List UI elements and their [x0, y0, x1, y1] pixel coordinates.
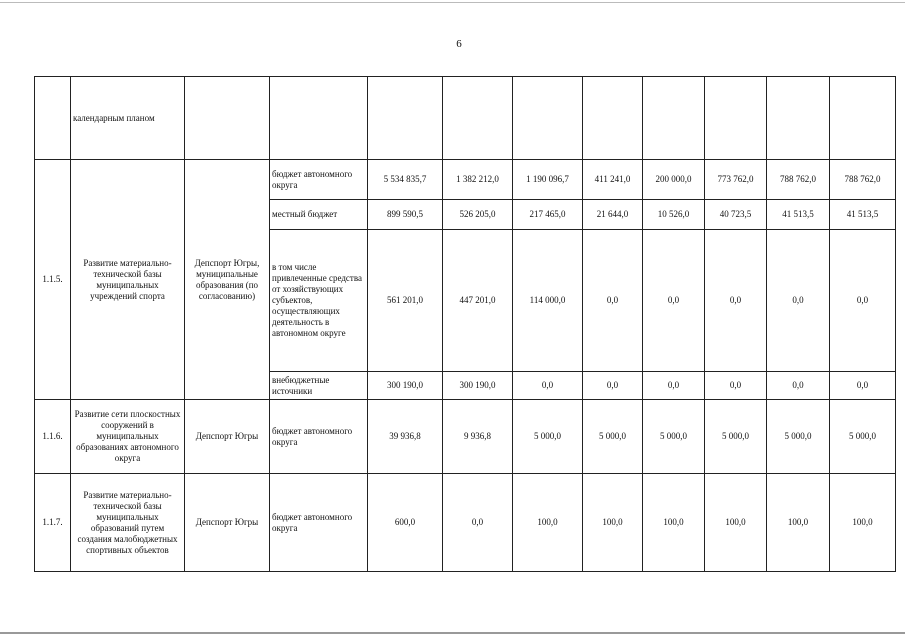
executor-cell: Депспорт Югры [185, 400, 270, 474]
table-row [35, 400, 896, 474]
value-cell: 200 000,0 [643, 160, 705, 200]
value-cell: 0,0 [583, 230, 643, 372]
value-cell: 41 513,5 [767, 200, 830, 230]
value-cell: 788 762,0 [830, 160, 896, 200]
value-cell: 40 723,5 [705, 200, 767, 230]
value-cell: 526 205,0 [443, 200, 513, 230]
value-cell: 39 936,8 [368, 400, 443, 474]
row-code-cell: 1.1.6. [35, 400, 71, 474]
source-cell: бюджет автономного округа [270, 474, 368, 572]
measure-name-cell: Развитие материально-технической базы муниципальных учреждений спорта [71, 160, 185, 400]
value-cell: 5 000,0 [830, 400, 896, 474]
value-cell: 0,0 [767, 372, 830, 400]
value-cell [583, 77, 643, 160]
executor-cell: Депспорт Югры [185, 474, 270, 572]
page-number: 6 [456, 38, 462, 50]
value-cell: 0,0 [643, 230, 705, 372]
value-cell: 100,0 [830, 474, 896, 572]
value-cell: 114 000,0 [513, 230, 583, 372]
value-cell: 0,0 [767, 230, 830, 372]
table-row [35, 474, 896, 572]
executor-cell [185, 77, 270, 160]
value-cell [643, 77, 705, 160]
value-cell: 100,0 [513, 474, 583, 572]
row-code-cell: 1.1.5. [35, 160, 71, 400]
source-cell: внебюджетные источники [270, 372, 368, 400]
value-cell: 300 190,0 [443, 372, 513, 400]
measure-name-cell: Развитие материально-технической базы муниципальных образований путем создания малобюджетных спортивных объектов [71, 474, 185, 572]
value-cell [705, 77, 767, 160]
value-cell: 1 382 212,0 [443, 160, 513, 200]
value-cell: 0,0 [443, 474, 513, 572]
value-cell: 0,0 [705, 230, 767, 372]
value-cell: 5 000,0 [583, 400, 643, 474]
value-cell: 0,0 [830, 230, 896, 372]
value-cell: 600,0 [368, 474, 443, 572]
table-row [35, 77, 896, 160]
value-cell: 10 526,0 [643, 200, 705, 230]
value-cell: 5 000,0 [513, 400, 583, 474]
value-cell: 5 000,0 [767, 400, 830, 474]
budget-table [34, 76, 896, 572]
value-cell: 0,0 [830, 372, 896, 400]
value-cell: 100,0 [583, 474, 643, 572]
value-cell: 100,0 [705, 474, 767, 572]
measure-name-cell: календарным планом [71, 77, 185, 160]
source-cell: бюджет автономного округа [270, 400, 368, 474]
row-code-cell: 1.1.7. [35, 474, 71, 572]
source-cell: местный бюджет [270, 200, 368, 230]
source-cell: бюджет автономного округа [270, 160, 368, 200]
scan-top-edge [0, 2, 905, 3]
value-cell [443, 77, 513, 160]
scan-bottom-edge [0, 632, 905, 634]
value-cell: 0,0 [583, 372, 643, 400]
value-cell: 5 000,0 [705, 400, 767, 474]
value-cell: 773 762,0 [705, 160, 767, 200]
value-cell: 411 241,0 [583, 160, 643, 200]
value-cell: 41 513,5 [830, 200, 896, 230]
value-cell [513, 77, 583, 160]
source-cell [270, 77, 368, 160]
value-cell [767, 77, 830, 160]
row-code-cell [35, 77, 71, 160]
value-cell: 5 000,0 [643, 400, 705, 474]
source-cell: в том числе привлеченные средства от хозяйствующих субъектов, осуществляющих деятельность в автономном округе [270, 230, 368, 372]
value-cell: 561 201,0 [368, 230, 443, 372]
value-cell: 1 190 096,7 [513, 160, 583, 200]
value-cell: 447 201,0 [443, 230, 513, 372]
value-cell: 5 534 835,7 [368, 160, 443, 200]
value-cell: 788 762,0 [767, 160, 830, 200]
value-cell: 0,0 [643, 372, 705, 400]
value-cell: 0,0 [705, 372, 767, 400]
value-cell: 0,0 [513, 372, 583, 400]
measure-name-cell: Развитие сети плоскостных сооружений в муниципальных образованиях автономного округа [71, 400, 185, 474]
value-cell [368, 77, 443, 160]
executor-cell: Депспорт Югры, муниципальные образования (по согласованию) [185, 160, 270, 400]
value-cell [830, 77, 896, 160]
value-cell: 21 644,0 [583, 200, 643, 230]
value-cell: 899 590,5 [368, 200, 443, 230]
table-row [35, 160, 896, 200]
value-cell: 300 190,0 [368, 372, 443, 400]
value-cell: 100,0 [643, 474, 705, 572]
value-cell: 100,0 [767, 474, 830, 572]
value-cell: 217 465,0 [513, 200, 583, 230]
value-cell: 9 936,8 [443, 400, 513, 474]
